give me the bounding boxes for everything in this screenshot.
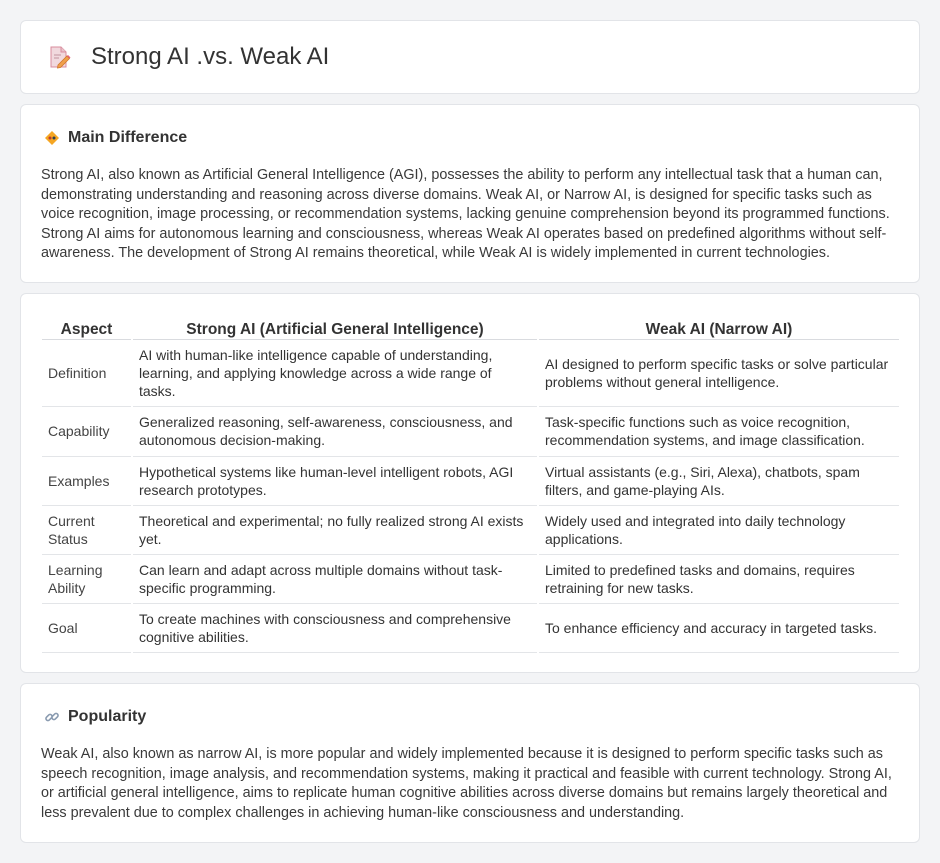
table-row [42, 505, 899, 554]
row-aspect: Capability [42, 406, 132, 456]
popularity-text: Weak AI, also known as narrow AI, is more popular and widely implemented because it is designed to perform specific tasks such as speech recognition, image analysis, and recommendation systems, making it practical and feasible with current technology. Strong AI, or artificial general intelligence, aims to replicate human cognitive abilities across diverse domains but remains largely theoretical and less prevalent due to complex challenges in achieving human-like consciousness and understanding. [41, 746, 892, 821]
comparison-table [42, 314, 899, 653]
row-strong: Can learn and adapt across multiple domains without task-specific programming. [132, 554, 538, 603]
row-weak: Limited to predefined tasks and domains, requires retraining for new tasks. [538, 554, 899, 603]
title-row [21, 21, 919, 93]
row-strong: Hypothetical systems like human-level intelligent robots, AGI research prototypes. [132, 456, 538, 505]
popularity-title: Popularity [68, 708, 147, 725]
table-row [42, 603, 899, 652]
row-aspect: Goal [42, 603, 132, 652]
popularity-header [21, 684, 919, 728]
main-difference-title: Main Difference [68, 129, 188, 146]
row-weak: AI designed to perform specific tasks or solve particular problems without general intelligence. [538, 339, 899, 406]
link-icon [43, 708, 61, 726]
row-weak: Widely used and integrated into daily technology applications. [538, 505, 899, 554]
table-row [42, 554, 899, 603]
comparison-card [20, 293, 920, 673]
table-row [42, 339, 899, 406]
row-aspect: Examples [42, 456, 132, 505]
header-aspect: Aspect [42, 314, 132, 339]
row-weak: Task-specific functions such as voice recognition, recommendation systems, and image classification. [538, 406, 899, 456]
row-weak: To enhance efficiency and accuracy in targeted tasks. [538, 603, 899, 652]
row-strong: Theoretical and experimental; no fully realized strong AI exists yet. [132, 505, 538, 554]
row-aspect: Learning Ability [42, 554, 132, 603]
main-difference-text: Strong AI, also known as Artificial General Intelligence (AGI), possesses the ability to perform any intellectual task that a human can, demonstrating understanding and reasoning across diverse domains. Weak AI, or Narrow AI, is designed for specific tasks such as voice recognition, image processing, or recommendation systems, lacking genuine comprehension beyond its programmed functions. Strong AI aims for autonomous learning and consciousness, whereas Weak AI operates based on predefined algorithms without self-awareness. The development of Strong AI remains theoretical, while Weak AI is widely implemented in current technologies. [41, 167, 890, 262]
main-difference-header [21, 105, 919, 149]
document-pencil-icon [47, 45, 71, 69]
main-difference-card [20, 104, 920, 283]
row-strong: Generalized reasoning, self-awareness, consciousness, and autonomous decision-making. [132, 406, 538, 456]
popularity-card [20, 683, 920, 843]
row-aspect: Current Status [42, 505, 132, 554]
row-weak: Virtual assistants (e.g., Siri, Alexa), chatbots, spam filters, and game-playing AIs. [538, 456, 899, 505]
table-row [42, 406, 899, 456]
row-strong: To create machines with consciousness and comprehensive cognitive abilities. [132, 603, 538, 652]
page-title: Strong AI .vs. Weak AI [91, 43, 330, 70]
table-header-row [42, 314, 899, 339]
row-strong: AI with human-like intelligence capable of understanding, learning, and applying knowledge across a wide range of tasks. [132, 339, 538, 406]
table-row [42, 456, 899, 505]
header-weak-ai: Weak AI (Narrow AI) [538, 314, 899, 339]
title-card [20, 20, 920, 94]
header-strong-ai: Strong AI (Artificial General Intelligence) [132, 314, 538, 339]
row-aspect: Definition [42, 339, 132, 406]
diamond-icon [43, 129, 61, 147]
